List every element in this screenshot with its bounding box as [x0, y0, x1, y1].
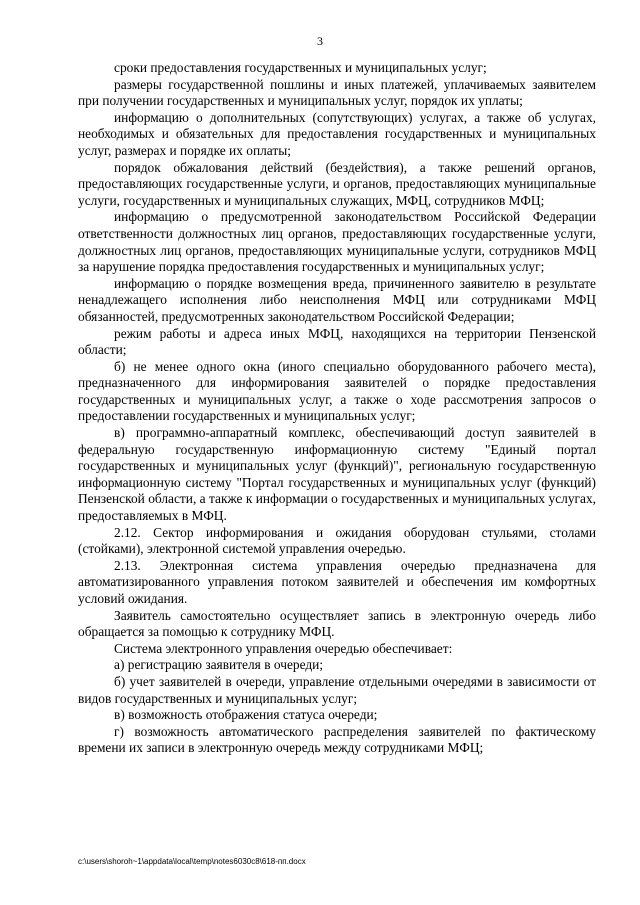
paragraph: информацию о дополнительных (сопутствующих) услугах, а также об услугах, необходимых и обязательных для предоставления государственных и муниципальных услуг, размерах и порядке их оплаты; [78, 109, 596, 158]
paragraph: Система электронного управления очередью обеспечивает: [114, 640, 453, 656]
paragraph: в) возможность отображения статуса очереди; [114, 707, 378, 723]
paragraph: а) регистрацию заявителя в очереди; [114, 657, 324, 673]
paragraph: 2.13. Электронная система управления очередью предназначена для автоматизированного управления потоком заявителей и обеспечения им комфортных условий ожидания. [78, 557, 596, 606]
paragraph: сроки предоставления государственных и муниципальных услуг; [114, 60, 487, 75]
paragraph: информацию о предусмотренной законодательством Российской Федерации ответственности должностных лиц органов, предоставляющих государственные услуги, должностных лиц органов, предоставляющих муниципальные услуги, сотрудников МФЦ за нарушение порядка предоставления государственных и муниципальных услуг; [78, 209, 596, 275]
paragraph: Заявитель самостоятельно осуществляет запись в электронную очередь либо обращается за помощью к сотруднику МФЦ. [78, 607, 596, 640]
paragraph: размеры государственной пошлины и иных платежей, уплачиваемых заявителем при получении государственных и муниципальных услуг, порядок их уплаты; [78, 76, 596, 109]
paragraph: б) не менее одного окна (иного специально оборудованного рабочего места), предназначенного для информирования заявителей о порядке предоставления государственных и муниципальных услуг, а также о ходе рассмотрения запросов о предоставлении государственных и муниципальных услуг; [78, 358, 596, 424]
footer-file-path: c:\users\shoroh~1\appdata\local\temp\notes6030c8\618-пп.docx [78, 857, 306, 866]
paragraph: 2.12. Сектор информирования и ожидания оборудован стульями, столами (стойками), электронной системой управления очередью. [78, 524, 596, 557]
page-number: 3 [317, 34, 323, 48]
paragraph: б) учет заявителей в очереди, управление отдельными очередями в зависимости от видов государственных и муниципальных услуг; [78, 673, 596, 706]
paragraph: г) возможность автоматического распределения заявителей по фактическому времени их записи в электронную очередь между сотрудниками МФЦ; [78, 723, 596, 756]
paragraph: порядок обжалования действий (бездействия), а также решений органов, предоставляющих государственные услуги, и органов, предоставляющих муниципальные услуги, государственных и муниципальных служащих, МФЦ, сотрудников МФЦ; [78, 159, 596, 208]
paragraph: информацию о порядке возмещения вреда, причиненного заявителю в результате ненадлежащего исполнения либо неисполнения МФЦ или сотрудниками МФЦ обязанностей, предусмотренных законодательством Российской Федерации; [78, 275, 596, 324]
paragraph: режим работы и адреса иных МФЦ, находящихся на территории Пензенской области; [78, 325, 596, 358]
paragraph: в) программно-аппаратный комплекс, обеспечивающий доступ заявителей в федеральную государственную информационную систему "Единый портал государственных и муниципальных услуг (функций)", региональную государственную информационную систему "Портал государственных и муниципальных услуг (функций) Пензенской области, а также к информации о государственных и муниципальных услугах, предоставляемых в МФЦ. [78, 425, 596, 524]
document-body [78, 60, 596, 757]
